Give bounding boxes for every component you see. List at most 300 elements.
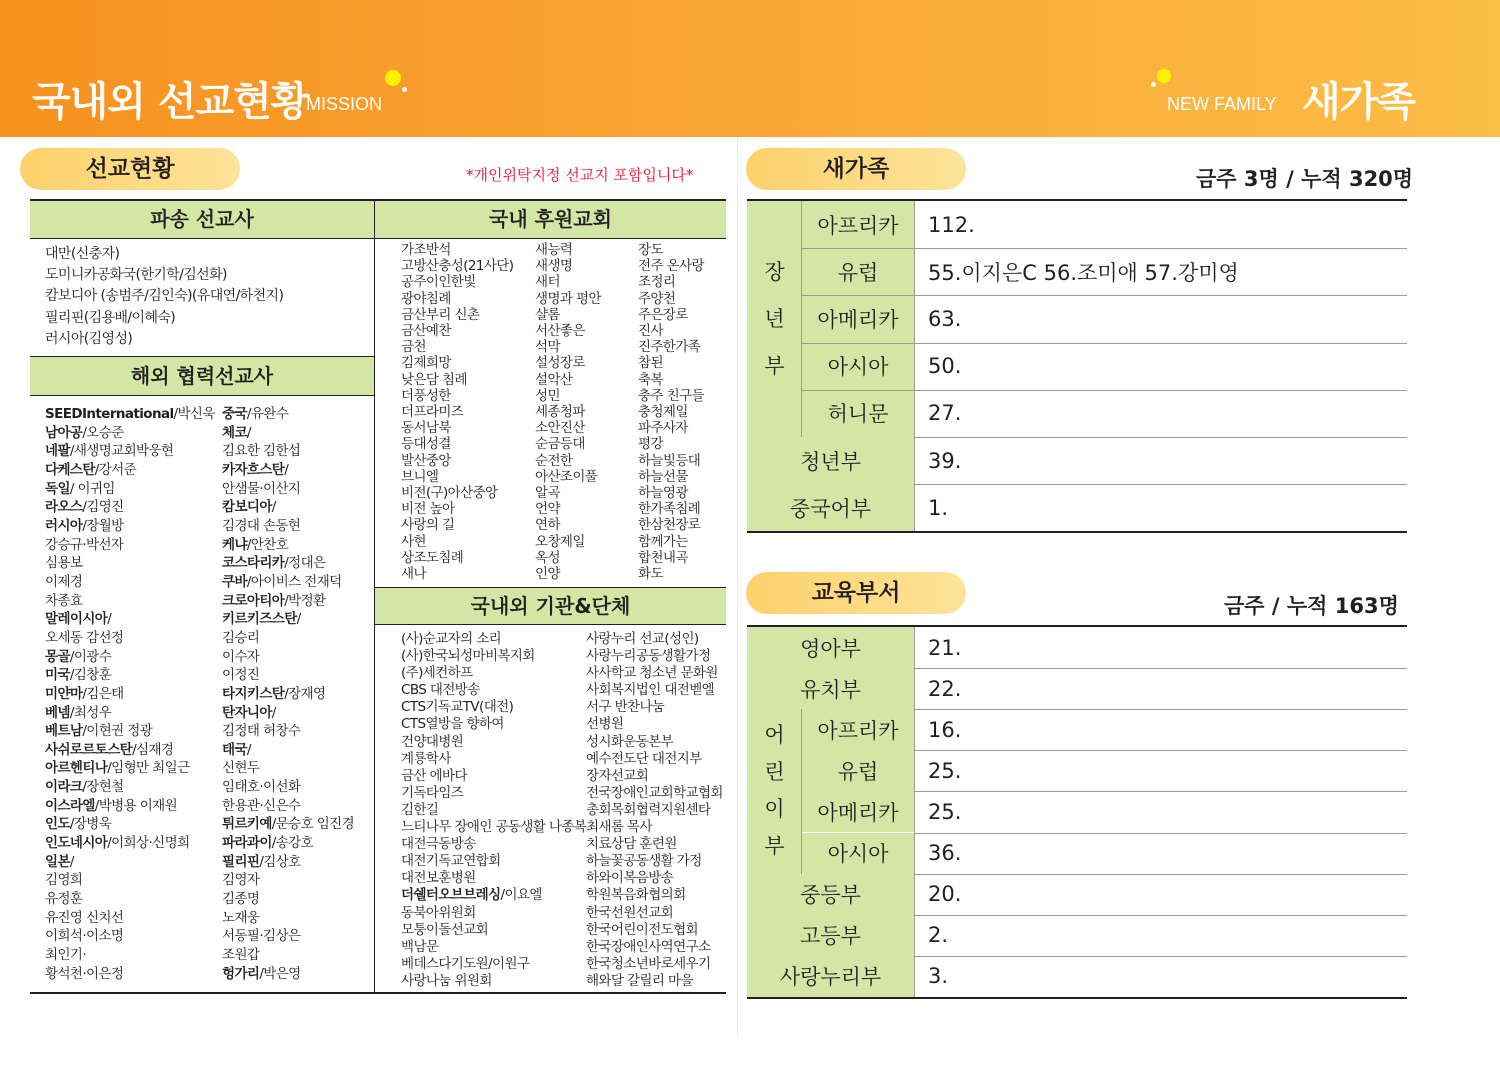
list-item-text: 백남문	[401, 938, 439, 955]
orgs-list-col1	[401, 631, 586, 990]
list-item-country: 케냐	[222, 536, 247, 553]
list-item	[222, 573, 354, 592]
list-item: 하늘선물	[638, 468, 688, 485]
list-item: 금산예찬	[401, 323, 451, 340]
list-item-text: /	[246, 424, 251, 441]
list-item-country: 크로아티아	[222, 592, 285, 609]
new-family-title: 새가족	[1302, 79, 1415, 125]
list-item-text: 느티나무 장애인 공동생활 나종복	[401, 819, 587, 836]
list-item	[222, 890, 354, 909]
category-cell: 고등부	[747, 915, 914, 956]
list-item-text: /	[271, 499, 276, 516]
value-cell: 50.	[928, 354, 962, 379]
list-item: 가조반석	[401, 242, 451, 258]
list-item	[222, 536, 354, 555]
list-item	[222, 610, 354, 629]
list-item-text: 이희석·이소명	[45, 928, 124, 945]
category-cell: 사랑누리부	[747, 956, 914, 997]
list-item	[45, 871, 215, 890]
list-item: 알곡	[535, 485, 560, 502]
cell-divider	[914, 627, 915, 997]
list-item-text: 이정진	[222, 667, 260, 684]
list-item: 한국청소년바로세우기	[586, 955, 711, 972]
list-item-text: /이현권 정광	[82, 723, 153, 740]
list-item: 브니엘	[401, 468, 439, 485]
list-item: 새터	[535, 274, 560, 291]
category-cell: 아메리카	[802, 791, 914, 832]
value-cell: 3.	[928, 964, 949, 989]
list-item-text: CTS열방을 향하여	[401, 716, 504, 733]
list-item: 등대성결	[401, 436, 451, 453]
list-item: 한국어린이전도협회	[586, 921, 698, 938]
list-item: 진사	[638, 323, 663, 340]
list-item-text: /심재경	[132, 741, 174, 758]
partner-list-col2	[222, 405, 354, 983]
list-item: 주양천	[638, 290, 676, 307]
list-item-country: SEEDInternational	[45, 406, 174, 422]
list-item	[45, 554, 215, 573]
group-label-char: 장	[764, 259, 785, 284]
list-item-text: 금산 에바다	[401, 767, 467, 784]
list-item-text: /이희상·신명희	[107, 835, 190, 852]
list-item	[45, 480, 215, 499]
list-item-text: CTS기독교TV(대전)	[401, 699, 514, 716]
list-item: 사사학교 청소년 문화원	[586, 665, 718, 682]
list-item-country: 이라크	[45, 779, 83, 796]
group-label	[747, 717, 802, 865]
list-item	[222, 909, 354, 928]
list-item	[45, 573, 215, 592]
list-item	[222, 554, 354, 573]
header-underline	[30, 238, 374, 239]
list-item	[222, 592, 354, 611]
dispatched-list	[45, 244, 283, 350]
list-item-country: 더쉘터오브브레싱	[401, 887, 501, 904]
partner-list-col1	[45, 405, 215, 983]
list-item-text: 임태호·이선화	[222, 779, 301, 796]
churches-list-col1	[401, 242, 513, 582]
cell-divider	[914, 201, 915, 531]
list-item: 평강	[638, 436, 663, 453]
page-title: 국내외 선교현황	[32, 79, 309, 125]
list-item: 석막	[535, 339, 560, 356]
list-item: 대만(신충자)	[45, 246, 120, 262]
list-item	[45, 685, 215, 704]
list-item-text: 베데스다기도원/이원구	[401, 955, 530, 972]
list-item: 충주 친구들	[638, 387, 704, 404]
list-item	[45, 797, 215, 816]
list-item: 전국장애인교회학교협회	[586, 784, 723, 801]
list-item-country: 타지키스탄	[222, 685, 285, 702]
list-item: 비전(구)아산중앙	[401, 485, 498, 502]
list-item-text: 건양대병원	[401, 733, 464, 750]
group-label	[747, 249, 802, 390]
value-cell: 63.	[928, 306, 962, 331]
list-item	[222, 517, 354, 536]
table-bottom-border	[747, 531, 1407, 533]
list-item	[401, 631, 586, 648]
list-item-country: 몽골	[45, 648, 70, 665]
list-item-text: /장재영	[284, 685, 326, 702]
list-item-text: 계룡학사	[401, 750, 451, 767]
list-item-text: 김요한 김한섭	[222, 443, 301, 460]
orgs-list-col2	[586, 631, 723, 990]
list-item: 진주한가족	[638, 339, 701, 356]
group-label-char: 부	[764, 834, 785, 859]
list-item: 하늘꽃공동생활 가정	[586, 853, 702, 870]
list-item: 금산부리 신촌	[401, 306, 480, 323]
list-item-text: /안찬호	[246, 536, 289, 553]
list-item: 합천내곡	[638, 549, 688, 566]
education-pill: 교육부서	[746, 572, 966, 614]
list-item: 도미니카공화국(한기학/김선화)	[45, 267, 227, 284]
group-label-char: 부	[764, 353, 785, 378]
category-cell: 아프리카	[802, 201, 914, 248]
list-item	[222, 834, 354, 853]
list-item: 연하	[535, 517, 560, 534]
value-cell: 39.	[928, 448, 962, 473]
list-item: 언약	[535, 501, 560, 518]
list-item-country: 파라과이	[222, 835, 272, 852]
category-cell: 아메리카	[802, 295, 914, 342]
list-item-text: CBS 대전방송	[401, 682, 480, 699]
list-item-text: 조원갑	[222, 947, 260, 964]
list-item-text: 대전극동방송	[401, 836, 476, 853]
list-item	[401, 734, 586, 751]
list-item-country: 튀르키예	[222, 816, 272, 833]
list-item	[45, 722, 215, 741]
list-item-country: 인도	[45, 816, 70, 833]
category-cell: 영아부	[747, 627, 914, 668]
list-item: 사현	[401, 533, 426, 550]
list-item-text: /	[271, 704, 276, 721]
list-item	[45, 629, 215, 648]
list-item-country: 일본	[45, 853, 70, 870]
list-item: 최새롬 목사	[586, 819, 652, 836]
list-item: 새생명	[535, 258, 573, 275]
list-item: 예수전도단 대전지부	[586, 750, 702, 767]
list-item: 설악산	[535, 371, 573, 388]
value-cell: 21.	[928, 635, 962, 660]
list-item	[222, 797, 354, 816]
list-item-text: 김한길	[401, 801, 439, 818]
list-item	[222, 927, 354, 946]
list-item-country: 키르키즈스탄	[222, 611, 297, 628]
new-family-en-title: NEW FAMILY	[1167, 94, 1277, 114]
value-cell: 27.	[928, 401, 962, 426]
list-item	[222, 759, 354, 778]
list-item: 사랑의 길	[401, 517, 455, 534]
list-item	[45, 834, 215, 853]
list-item: 해와달 갈릴리 마을	[586, 972, 693, 989]
list-item-country: 다케스탄	[45, 461, 95, 478]
list-item: 금천	[401, 339, 426, 356]
list-item	[222, 629, 354, 648]
list-item	[401, 751, 586, 768]
churches-header: 국내 후원교회	[375, 201, 726, 238]
list-item-country: 미국	[45, 667, 70, 684]
value-cell: 22.	[928, 676, 962, 701]
list-item: 소안진산	[535, 420, 585, 437]
list-item-country: 쿠바	[222, 573, 247, 590]
new-family-summary: 금주 3명 / 누적 320명	[1196, 167, 1414, 191]
list-item	[222, 405, 354, 424]
list-item-text: /새생명교회박웅현	[69, 443, 174, 460]
list-item: 장자선교회	[586, 767, 649, 784]
list-item	[401, 665, 586, 682]
list-item: 화도	[638, 566, 663, 583]
list-item	[401, 682, 586, 699]
category-cell: 허니문	[802, 390, 914, 437]
list-item: 샬롬	[535, 306, 560, 323]
list-item-text: /박은영	[259, 965, 301, 982]
category-cell: 유럽	[802, 750, 914, 791]
category-cell: 유럽	[802, 248, 914, 295]
list-item	[222, 871, 354, 890]
row-divider	[801, 390, 1407, 391]
list-item-country: 태국	[222, 741, 247, 758]
list-item: 주은장로	[638, 306, 688, 323]
list-item-text: /장월방	[82, 517, 124, 534]
list-item	[222, 741, 354, 760]
list-item	[401, 648, 586, 665]
list-item	[45, 517, 215, 536]
list-item: 전주 온사랑	[638, 258, 704, 275]
list-item	[222, 704, 354, 723]
value-cell: 25.	[928, 758, 962, 783]
list-item-text: /문승호 임진경	[271, 816, 355, 833]
page-subtitle: MISSION	[306, 94, 383, 114]
list-item-text: 오세동 감선정	[45, 629, 124, 646]
list-item-text: /	[296, 611, 301, 628]
table-bottom-border	[30, 992, 726, 994]
list-item-text: /송강호	[271, 835, 314, 852]
list-item-country: 코스타리카	[222, 555, 285, 572]
list-item	[45, 927, 215, 946]
list-item	[401, 939, 586, 956]
list-item-text: /김창훈	[69, 667, 112, 684]
list-item: 옥성	[535, 549, 560, 566]
list-item-text: /	[246, 741, 251, 758]
list-item	[401, 802, 586, 819]
list-item: 조정리	[638, 274, 676, 291]
list-item-text: /장현철	[82, 779, 124, 796]
list-item-text: 서동필·김상은	[222, 928, 301, 945]
list-item-country: 베넴	[45, 704, 70, 721]
list-item-text: /강서준	[94, 461, 137, 478]
list-item: 한가족침례	[638, 501, 701, 518]
list-item: 아산조이풀	[535, 468, 598, 485]
list-item: 필리핀(김용배/이혜숙)	[45, 309, 176, 326]
list-item-text: /김영진	[82, 499, 124, 516]
list-item	[45, 648, 215, 667]
list-item	[45, 536, 215, 555]
list-item: 인양	[535, 566, 560, 583]
category-cell: 아시아	[802, 343, 914, 390]
category-cell: 중등부	[747, 874, 914, 915]
list-item-text: / 이귀임	[69, 480, 115, 497]
list-item-country: 라오스	[45, 499, 83, 516]
list-item-text: /최성우	[69, 704, 112, 721]
group-label-char: 년	[764, 306, 785, 331]
category-cell: 유치부	[747, 668, 914, 709]
list-item	[222, 461, 354, 480]
list-item-text: /김은태	[82, 685, 124, 702]
list-item	[401, 699, 586, 716]
list-item-text: (사)순교자의 소리	[401, 631, 502, 647]
list-item: 새나	[401, 566, 426, 583]
list-item-country: 러시아	[45, 517, 83, 534]
list-item: 비전 높아	[401, 501, 455, 518]
list-item: 하늘빛등대	[638, 452, 701, 469]
value-cell: 1.	[928, 495, 949, 520]
list-item: 상조도침례	[401, 549, 464, 566]
value-cell: 112.	[928, 212, 975, 237]
list-item: 오창제일	[535, 533, 585, 550]
list-item-text: 김영희	[45, 872, 83, 889]
list-item: 발산중앙	[401, 452, 451, 469]
list-item-country: 카자흐스탄	[222, 461, 285, 478]
list-item-text: /오승준	[82, 424, 124, 441]
list-item-country: 캄보디아	[222, 499, 272, 516]
list-item	[401, 905, 586, 922]
list-item-text: /	[69, 853, 74, 870]
list-item: 충청제일	[638, 404, 688, 421]
list-item-text: /	[107, 611, 112, 628]
list-item-text: /박신욱	[173, 406, 215, 422]
list-item: 한국선원선교회	[586, 904, 674, 921]
decor-dot-icon	[1151, 82, 1156, 87]
list-item: 하와이복음방송	[586, 870, 674, 887]
row-divider	[801, 343, 1407, 344]
category-cell: 중국어부	[747, 484, 914, 531]
list-item-text: 이제경	[45, 573, 83, 590]
list-item-country: 탄자니아	[222, 704, 272, 721]
list-item-text: /유완수	[246, 406, 289, 422]
list-item-text: 유정훈	[45, 891, 83, 908]
list-item	[401, 956, 586, 973]
category-cell: 아프리카	[802, 709, 914, 750]
list-item	[401, 785, 586, 802]
list-item	[222, 442, 354, 461]
list-item-country: 말레이시아	[45, 611, 108, 628]
list-item	[45, 592, 215, 611]
churches-list-col3	[638, 242, 704, 582]
list-item-country: 독일	[45, 480, 70, 497]
list-item: 한국장애인사역연구소	[586, 938, 711, 955]
list-item-text: 심용보	[45, 555, 83, 572]
mission-note: *개인위탁지정 선교지 포함입니다*	[466, 166, 694, 184]
list-item	[45, 759, 215, 778]
list-item: 낮은담 침례	[401, 371, 467, 388]
list-item: 함께가는	[638, 533, 688, 550]
list-item	[401, 870, 586, 887]
category-cell: 아시아	[802, 833, 914, 874]
list-item	[45, 778, 215, 797]
mission-pill: 선교현황	[20, 148, 240, 190]
partner-header: 해외 협력선교사	[30, 357, 374, 395]
list-item-text: 대전보훈병원	[401, 870, 476, 887]
list-item-text: 김승리	[222, 629, 260, 646]
list-item: 동서남북	[401, 420, 451, 437]
header-banner	[0, 0, 1500, 137]
group-label-char: 이	[764, 797, 785, 822]
list-item: 치료상담 훈련원	[586, 836, 677, 853]
list-item-text: /정대은	[284, 555, 326, 572]
list-item: 총회목회협력지원센타	[586, 801, 711, 818]
list-item: 사회복지법인 대전벧엘	[586, 682, 715, 699]
list-item-country: 헝가리	[222, 965, 260, 982]
list-item	[401, 922, 586, 939]
list-item: 더풍성한	[401, 387, 451, 404]
list-item-text: 유진영 신치선	[45, 909, 124, 926]
decor-dot-icon	[385, 70, 401, 86]
list-item-country: 남아공	[45, 424, 83, 441]
list-item: 더프라미즈	[401, 404, 464, 421]
list-item-text: /	[284, 461, 289, 478]
list-item	[222, 946, 354, 965]
list-item	[45, 890, 215, 909]
list-item-country: 중국	[222, 406, 247, 422]
list-item: 세종청파	[535, 404, 585, 421]
list-item	[222, 480, 354, 499]
list-item	[401, 853, 586, 870]
list-item-country: 베트남	[45, 723, 83, 740]
list-item: 캄보디아 (송범주/김인숙)(유대연/하천지)	[45, 288, 284, 305]
list-item: 러시아(김영성)	[45, 330, 133, 347]
list-item-text: /박병용 이재원	[94, 797, 178, 814]
list-item: 순금등대	[535, 436, 585, 453]
list-item	[45, 741, 215, 760]
list-item-text: 김정태 허창수	[222, 723, 301, 740]
group-label-char: 어	[764, 723, 785, 748]
list-item: 학원복음화협의회	[586, 887, 686, 904]
list-item	[401, 768, 586, 785]
list-item: 파주사자	[638, 420, 688, 437]
list-item-text: (주)세컨하프	[401, 665, 473, 682]
list-item	[45, 498, 215, 517]
value-cell: 36.	[928, 841, 962, 866]
header-underline	[375, 238, 726, 239]
list-item	[45, 704, 215, 723]
new-family-pill: 새가족	[746, 148, 966, 190]
value-cell: 2.	[928, 923, 949, 948]
list-item: 사랑누리 선교(성인)	[586, 631, 699, 647]
list-item-country: 아르헨티나	[45, 760, 108, 777]
value-cell: 20.	[928, 882, 962, 907]
list-item-text: 김영자	[222, 872, 260, 889]
dispatched-header: 파송 선교사	[30, 201, 374, 238]
value-cell: 25.	[928, 799, 962, 824]
list-item	[45, 442, 215, 461]
list-item	[222, 424, 354, 443]
value-cell: 16.	[928, 717, 962, 742]
list-item-text: /이광수	[69, 648, 112, 665]
list-item-text: 대전기독교연합회	[401, 853, 501, 870]
list-item	[45, 405, 215, 424]
list-item-text: /임형만 최일근	[107, 760, 190, 777]
list-item: 생명과 평안	[535, 290, 601, 307]
page-separator	[737, 137, 738, 1037]
list-item-text: 모퉁이돌선교회	[401, 921, 489, 938]
list-item: 서산좋은	[535, 323, 585, 340]
orgs-header: 국내외 기관&단체	[375, 588, 726, 624]
list-item-text: 동북아위원회	[401, 904, 476, 921]
list-item	[45, 853, 215, 872]
list-item-text: 이수자	[222, 648, 260, 665]
list-item	[222, 648, 354, 667]
list-item: 참된	[638, 355, 663, 372]
